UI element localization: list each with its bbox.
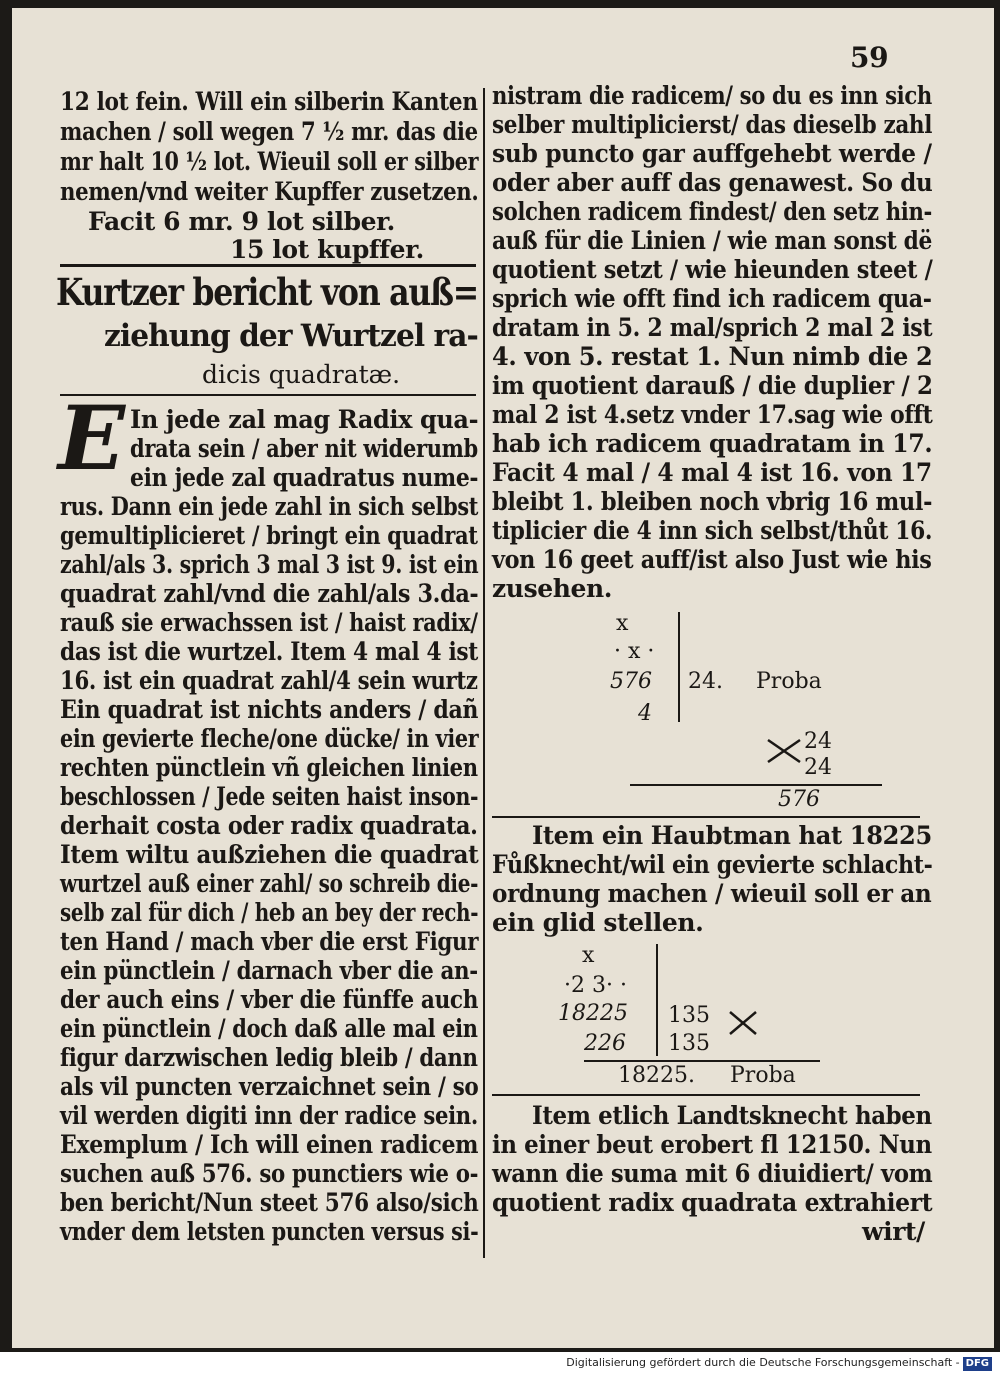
problem3-line: wirt/ [862,1217,925,1246]
left-body-line: als vil puncten verzaichnet sein / so [60,1072,479,1101]
example2-result-rule [584,1060,820,1062]
cross-multiplication-icon [764,736,804,766]
left-body-line: quadrat zahl/vnd die zahl/als 3.da- [60,579,479,608]
left-body-line: wurtzel auß einer zahl/ so schreib die- [60,869,479,898]
left-body-line: In jede zal mag Radix qua- [130,405,479,434]
problem3-line: quotient radix quadrata extrahiert [492,1188,933,1217]
left-body-line: ein jede zal quadratus nume- [130,463,479,492]
left-body-line: ein pünctlein / darnach vber die an- [60,956,478,985]
left-body-line: Exemplum / Ich will einen radicem [60,1130,479,1159]
example1-result-rule [630,784,882,786]
problem2-line: Fůßknecht/wil ein gevierte schlacht- [492,850,933,879]
dfg-logo: DFG [963,1357,992,1371]
example1-quotient: 24. [688,669,723,694]
left-body-line: ten Hand / mach vber die erst Figur [60,927,479,956]
right-body-line: auß für die Linien / wie man sonst dë [492,226,932,255]
credit-text: Digitalisierung gefördert durch die Deutsche Forschungsgemeinschaft - [566,1356,960,1369]
example2-row: 226 [584,1031,626,1056]
problem3-line: in einer beut erobert fl 12150. Nun [492,1130,932,1159]
left-top-line: nemen/vnd weiter Kupffer zusetzen. [60,177,479,206]
example1-row: 4 [638,701,652,726]
left-body-line: zahl/als 3. sprich 3 mal 3 ist 9. ist ein [60,550,479,579]
example2-bracket [656,944,658,1056]
left-body-line: suchen auß 576. so punctiers wie o- [60,1159,479,1188]
left-body-line: vil werden digiti inn der radice sein. [60,1101,478,1130]
cross-multiplication-icon [726,1008,760,1038]
example2-proba-label: Proba [730,1063,796,1088]
left-top-line: mr halt 10 ½ lot. Wieuil soll er silber [60,147,479,176]
left-body-line: rus. Dann ein jede zahl in sich selbst [60,492,479,521]
example2-cross-bottom: 135 [668,1031,710,1056]
left-top-line: machen / soll wegen 7 ½ mr. das die [60,117,478,146]
example2-row: 18225 [558,1001,628,1026]
right-body-line: solchen radicem findest/ den setz hin- [492,197,932,226]
example1-row: · x · [614,639,655,664]
right-body-line: selber multiplicierst/ das dieselb zahl [492,110,933,139]
section-separator [492,816,920,818]
right-body-line: Facit 4 mal / 4 mal 4 ist 16. von 17 [492,458,932,487]
left-body-line: rechten pünctlein vñ gleichen linien [60,753,478,782]
heading-rule-top [60,264,476,267]
left-body-line: ein gevierte fleche/one dücke/ in vier [60,724,479,753]
problem2-line: Item ein Haubtman hat 18225 [532,821,932,850]
left-body-line: ein pünctlein / doch daß alle mal ein [60,1014,478,1043]
left-body-line: beschlossen / Jede seiten haist inson- [60,782,479,811]
left-body-line: ben bericht/Nun steet 576 also/sich [60,1188,479,1217]
column-divider [483,88,485,1258]
example1-row: 576 [610,669,652,694]
example1-result: 576 [778,787,820,812]
right-body-line: hab ich radicem quadratam in 17. [492,429,933,458]
left-body-line: das ist die wurtzel. Item 4 mal 4 ist [60,637,478,666]
example2-row: x [582,943,595,968]
problem3-line: wann die suma mit 6 diuidiert/ vom [492,1159,933,1188]
left-body-line: figur darzwischen ledig bleib / dann [60,1043,478,1072]
right-body-line: im quotient darauß / die duplier / 2 [492,371,933,400]
section-heading: ziehung der Wurtzel ra- [104,318,478,354]
digitization-credit [566,1356,992,1371]
left-body-line: rauß sie erwachssen ist / haist radix/ [60,608,478,637]
example1-bracket [678,612,680,722]
facit-line: Facit 6 mr. 9 lot silber. [88,207,395,236]
right-body-line: mal 2 ist 4.setz vnder 17.sag wie offt [492,400,933,429]
left-body-line: 16. ist ein quadrat zahl/4 sein wurtz [60,666,478,695]
problem2-line: ein glid stellen. [492,908,704,937]
example2-cross-top: 135 [668,1003,710,1028]
right-body-line: bleibt 1. bleiben noch vbrig 16 mul- [492,487,933,516]
left-body-line: derhait costa oder radix quadrata. [60,811,478,840]
example2-result: 18225. [618,1063,695,1088]
example1-row: x [616,611,629,636]
left-body-line: vnder dem letsten puncten versus si- [60,1217,479,1246]
example2-row: ·2 3· · [564,973,627,998]
section-separator [492,1094,920,1096]
example1-cross-top: 24 [804,729,832,754]
example1-cross-bottom: 24 [804,755,832,780]
right-body-line: sub puncto gar auffgehebt werde / [492,139,932,168]
left-top-line: 12 lot fein. Will ein silberin Kanten [60,87,478,116]
right-body-line: dratam in 5. 2 mal/sprich 2 mal 2 ist [492,313,933,342]
section-heading: dicis quadratæ. [202,360,401,389]
left-body-line: gemultiplicieret / bringt ein quadrat [60,521,478,550]
page-number: 59 [850,41,889,74]
right-body-line: von 16 geet auff/ist also Just wie his [492,545,932,574]
book-page [12,8,994,1348]
right-body-line: oder aber auff das genawest. So du [492,168,933,197]
section-heading: Kurtzer bericht von auß= [56,270,478,314]
right-body-line: nistram die radicem/ so du es inn sich [492,81,932,110]
right-body-line: tiplicier die 4 inn sich selbst/thůt 16. [492,516,933,545]
drop-cap: E [58,386,126,490]
problem2-line: ordnung machen / wieuil soll er an [492,879,932,908]
right-body-line: quotient setzt / wie hieunden steet / [492,255,933,284]
left-body-line: selb zal für dich / heb an bey der rech- [60,898,479,927]
left-body-line: Item wiltu außziehen die quadrat [60,840,479,869]
right-body-line: sprich wie offt find ich radicem qua- [492,284,932,313]
right-body-line: zusehen. [492,574,613,603]
problem3-line: Item etlich Landtsknecht haben [532,1101,932,1130]
facit-line: 15 lot kupffer. [230,235,424,264]
left-body-line: drata sein / aber nit widerumb [130,434,478,463]
left-body-line: der auch eins / vber die fünffe auch [60,985,479,1014]
example1-proba-label: Proba [756,669,822,694]
right-body-line: 4. von 5. restat 1. Nun nimb die 2 [492,342,933,371]
left-body-line: Ein quadrat ist nichts anders / dañ [60,695,479,724]
